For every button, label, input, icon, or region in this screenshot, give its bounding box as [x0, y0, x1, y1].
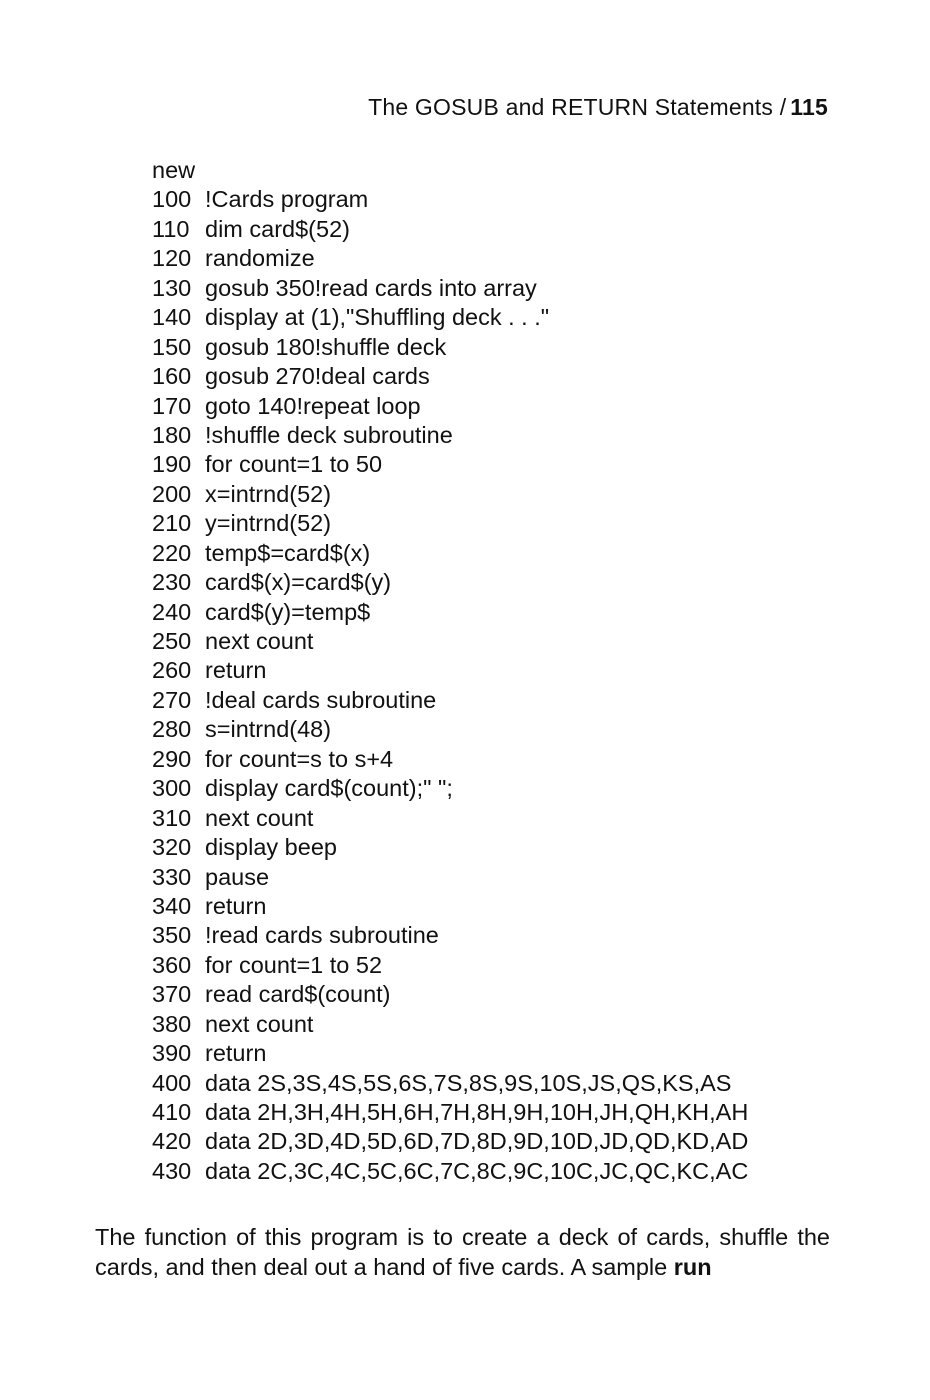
- line-number: 380: [152, 1010, 192, 1037]
- line-number: 140: [152, 304, 192, 331]
- line-number: 310: [152, 804, 192, 831]
- line-number: 190: [152, 451, 192, 478]
- line-number: 270: [152, 686, 192, 713]
- code-line: [152, 244, 748, 273]
- page-number: 115: [790, 94, 828, 120]
- line-statement: data 2H,3H,4H,5H,6H,7H,8H,9H,10H,JH,QH,KH,AH: [205, 1099, 749, 1125]
- line-number: 230: [152, 569, 192, 596]
- line-number: 390: [152, 1040, 192, 1067]
- line-number: 420: [152, 1128, 192, 1155]
- code-line: [152, 833, 748, 862]
- line-number: 290: [152, 745, 192, 772]
- line-statement: !read cards subroutine: [205, 922, 439, 949]
- line-number: 280: [152, 716, 192, 743]
- line-statement: dim card$(52): [205, 215, 350, 242]
- code-line: [152, 921, 748, 950]
- line-statement: gosub 350!read cards into array: [205, 274, 537, 301]
- code-line: [152, 333, 748, 362]
- code-line: [152, 303, 748, 332]
- code-line: [152, 1127, 748, 1156]
- code-line: [152, 804, 748, 833]
- line-statement: gosub 180!shuffle deck: [205, 333, 447, 360]
- line-number: 130: [152, 274, 192, 301]
- line-number: 410: [152, 1099, 192, 1125]
- line-number: 370: [152, 981, 192, 1008]
- line-statement: next count: [205, 1010, 314, 1037]
- code-line: [152, 774, 748, 803]
- code-line: [152, 656, 748, 685]
- code-line: [152, 951, 748, 980]
- line-statement: for count=1 to 52: [205, 951, 383, 978]
- line-statement: data 2C,3C,4C,5C,6C,7C,8C,9C,10C,JC,QC,KC,AC: [205, 1157, 749, 1184]
- code-line: [152, 568, 748, 597]
- line-number: 240: [152, 598, 192, 625]
- line-number: 160: [152, 363, 192, 390]
- line-number: 120: [152, 245, 192, 272]
- code-line: [152, 274, 748, 303]
- line-statement: x=intrnd(52): [205, 480, 332, 507]
- code-line: [152, 480, 748, 509]
- line-statement: goto 140!repeat loop: [205, 392, 421, 419]
- code-line: [152, 715, 748, 744]
- line-statement: data 2S,3S,4S,5S,6S,7S,8S,9S,10S,JS,QS,KS,AS: [205, 1069, 732, 1096]
- line-number: 330: [152, 863, 192, 890]
- code-line: [152, 863, 748, 892]
- code-line: [152, 421, 748, 450]
- code-line: [152, 1098, 748, 1127]
- header-title: The GOSUB and RETURN Statements /: [368, 94, 787, 120]
- code-line: [152, 598, 748, 627]
- line-statement: display at (1),"Shuffling deck . . .": [205, 304, 550, 331]
- code-line: [152, 627, 748, 656]
- code-line: [152, 450, 748, 479]
- line-number: 170: [152, 392, 192, 419]
- line-statement: display beep: [205, 834, 337, 861]
- code-line: [152, 745, 748, 774]
- line-statement: for count=1 to 50: [205, 451, 383, 478]
- code-line: [152, 215, 748, 244]
- line-statement: return: [205, 1040, 267, 1067]
- code-line: [152, 686, 748, 715]
- line-statement: !shuffle deck subroutine: [205, 421, 453, 448]
- line-statement: return: [205, 657, 267, 684]
- line-number: 200: [152, 480, 192, 507]
- line-number: 180: [152, 421, 192, 448]
- line-number: 210: [152, 510, 192, 537]
- line-number: 300: [152, 775, 192, 802]
- line-number: 220: [152, 539, 192, 566]
- line-number: 260: [152, 657, 192, 684]
- line-statement: s=intrnd(48): [205, 716, 332, 743]
- running-header: [368, 94, 828, 121]
- line-number: 250: [152, 628, 192, 654]
- code-line: [152, 362, 748, 391]
- line-number: 150: [152, 333, 192, 360]
- paragraph-bold-keyword: run: [673, 1254, 712, 1280]
- line-number: 430: [152, 1157, 192, 1184]
- line-statement: return: [205, 892, 267, 919]
- program-listing: [152, 156, 748, 1186]
- line-number: 110: [152, 215, 190, 242]
- paragraph-text: The function of this program is to create a deck of cards, shuffle the cards, and then deal out a hand of five cards. A sample: [95, 1224, 830, 1280]
- code-line: [152, 539, 748, 568]
- line-statement: randomize: [205, 245, 315, 272]
- code-line: [152, 509, 748, 538]
- code-line: [152, 1157, 748, 1186]
- code-line: [152, 980, 748, 1009]
- line-statement: temp$=card$(x): [205, 539, 371, 566]
- line-number: 100: [152, 186, 192, 213]
- code-line: [152, 892, 748, 921]
- line-statement: card$(x)=card$(y): [205, 569, 392, 596]
- line-number: 360: [152, 951, 192, 978]
- code-line: [152, 1069, 748, 1098]
- line-statement: data 2D,3D,4D,5D,6D,7D,8D,9D,10D,JD,QD,KD,AD: [205, 1128, 749, 1155]
- line-statement: !Cards program: [205, 186, 369, 213]
- code-line: [152, 185, 748, 214]
- line-number: 320: [152, 834, 192, 861]
- line-statement: y=intrnd(52): [205, 510, 332, 537]
- line-statement: !deal cards subroutine: [205, 686, 437, 713]
- line-statement: display card$(count);" ";: [205, 775, 453, 802]
- line-statement: card$(y)=temp$: [205, 598, 371, 625]
- code-line: [152, 1039, 748, 1068]
- code-line: [152, 392, 748, 421]
- line-number: 350: [152, 922, 192, 949]
- body-paragraph: [95, 1222, 830, 1282]
- line-statement: gosub 270!deal cards: [205, 363, 430, 390]
- line-statement: next count: [205, 804, 314, 831]
- line-number: 400: [152, 1069, 192, 1096]
- line-statement: for count=s to s+4: [205, 745, 394, 772]
- line-number: 340: [152, 892, 192, 919]
- code-line: [152, 1010, 748, 1039]
- code-line-new: new: [152, 157, 196, 183]
- line-statement: next count: [205, 628, 314, 654]
- line-statement: read card$(count): [205, 981, 391, 1008]
- line-statement: pause: [205, 863, 270, 890]
